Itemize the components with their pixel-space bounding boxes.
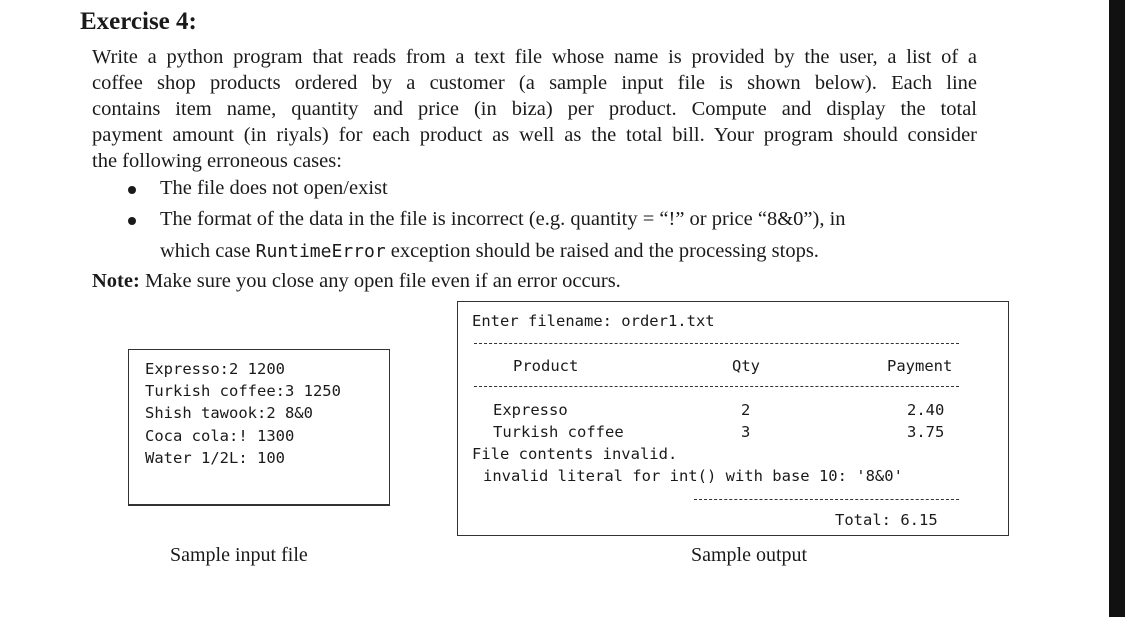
input-line: Shish tawook:2 8&0: [145, 404, 313, 422]
note-label: Note:: [92, 270, 140, 292]
header-payment: Payment: [887, 357, 953, 375]
exercise-description: [92, 44, 977, 174]
description-line: the following erroneous cases:: [92, 150, 342, 172]
row-product: Expresso: [493, 401, 568, 419]
input-line: Expresso:2 1200: [145, 360, 285, 378]
exercise-heading: Exercise 4:: [80, 8, 197, 35]
description-line: coffee shop products ordered by a customer (a sample input file is shown below). Each line: [92, 72, 977, 94]
note: [92, 270, 621, 293]
divider-line: [474, 343, 959, 344]
bullet-text: The format of the data in the file is incorrect (e.g. quantity = “!” or price “8&0”), in: [160, 208, 846, 230]
description-line: Write a python program that reads from a text file whose name is provided by the user, a list of a: [92, 46, 977, 68]
row-qty: 2: [741, 401, 751, 419]
filename-prompt: Enter filename: order1.txt: [472, 312, 715, 330]
header-qty: Qty: [732, 357, 760, 375]
sample-output-caption: Sample output: [691, 544, 808, 566]
bullet-dot-icon: [128, 186, 136, 194]
header-product: Product: [513, 357, 579, 375]
bullet-dot-icon: [128, 217, 136, 225]
input-line: Water 1/2L: 100: [145, 449, 285, 467]
divider-line: [474, 386, 959, 387]
divider-line: [694, 499, 959, 500]
page-edge-bar: [1109, 0, 1125, 617]
runtime-error-code: RuntimeError: [255, 241, 386, 262]
bullet-continuation-text: [160, 240, 819, 263]
input-line: Coca cola:! 1300: [145, 427, 295, 445]
input-line: Turkish coffee:3 1250: [145, 382, 341, 400]
description-line: contains item name, quantity and price (in biza) per product. Compute and display the total: [92, 98, 977, 120]
error-message: File contents invalid.: [472, 445, 678, 463]
sample-input-box: [128, 349, 390, 506]
error-detail: invalid literal for int() with base 10: '8&0': [483, 467, 903, 485]
sample-input-caption: Sample input file: [170, 544, 308, 566]
bullet-text: The file does not open/exist: [160, 177, 388, 199]
bullet-text-post: exception should be raised and the processing stops.: [385, 240, 819, 262]
sample-output-box: [457, 301, 1009, 536]
row-product: Turkish coffee: [493, 423, 624, 441]
description-line: payment amount (in riyals) for each product as well as the total bill. Your program should consider: [92, 124, 977, 146]
row-qty: 3: [741, 423, 751, 441]
row-payment: 2.40: [907, 401, 945, 419]
row-payment: 3.75: [907, 423, 945, 441]
total-line: Total: 6.15: [835, 511, 938, 529]
note-text: Make sure you close any open file even if an error occurs.: [139, 270, 621, 292]
bullet-text-pre: which case: [160, 240, 256, 262]
